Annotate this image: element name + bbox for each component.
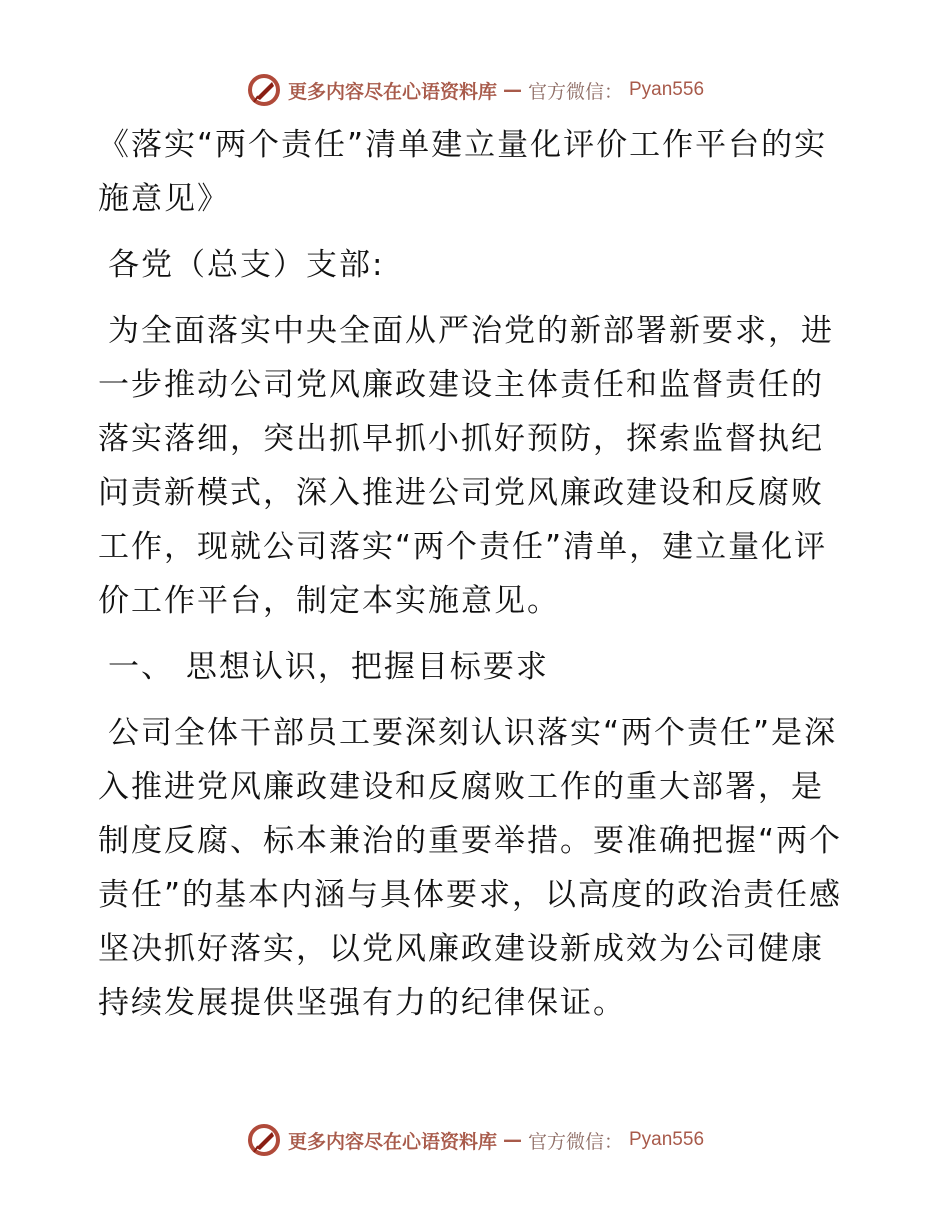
watermark-brand: 更多内容尽在心语资料库 [287,1130,497,1153]
watermark-brand: 更多内容尽在心语资料库 [287,80,497,103]
watermark-label: 官方微信： [527,80,623,103]
intro-paragraph: 为全面落实中央全面从严治党的新部署新要求，进一步推动公司党风廉政建设主体责任和监督责任的落实落细，突出抓早抓小抓好预防，探索监督执纪问责新模式，深入推进公司党风廉政建设和反腐败工作，现就公司落实“两个责任”清单，建立量化评价工作平台，制定本实施意见。 [98,313,834,619]
salutation: 各党（总支）支部: [108,247,385,283]
quill-logo-icon [246,1122,282,1158]
header-watermark [0,70,950,110]
document-body [98,118,848,1042]
watermark-dash: — [502,79,522,101]
watermark-label: 官方微信： [527,1130,623,1153]
section-1-body: 公司全体干部员工要深刻认识落实“两个责任”是深入推进党风廉政建设和反腐败工作的重大部署，是制度反腐、标本兼治的重要举措。要准确把握“两个责任”的基本内涵与具体要求，以高度的政治责任感坚决抓好落实，以党风廉政建设新成效为公司健康持续发展提供坚强有力的纪律保证。 [98,715,843,1021]
quill-logo-icon [246,72,282,108]
watermark-wechat-id: Pyan556 [629,79,705,100]
document-title: 《落实“两个责任”清单建立量化评价工作平台的实施意见》 [98,127,828,217]
section-1-heading: 一、 思想认识，把握目标要求 [108,649,549,685]
footer-watermark [0,1120,950,1160]
watermark-wechat-id: Pyan556 [629,1129,705,1150]
watermark-dash: — [502,1129,522,1151]
